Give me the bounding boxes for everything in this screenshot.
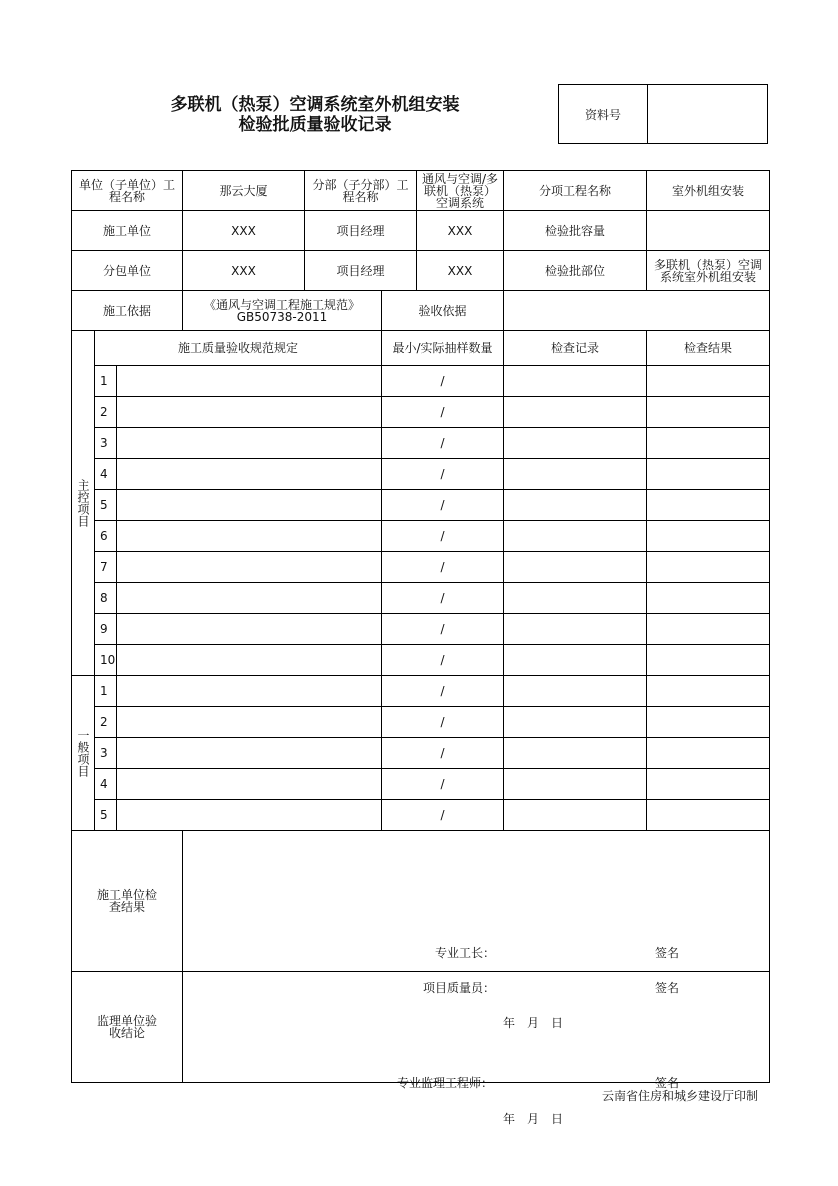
row-spec[interactable] [117, 800, 382, 831]
batch-capacity-label: 检验批容量 [504, 211, 647, 251]
row-record[interactable] [504, 428, 647, 459]
row-record[interactable] [504, 614, 647, 645]
row-record[interactable] [504, 397, 647, 428]
table-row [72, 521, 770, 552]
row-record[interactable] [504, 738, 647, 769]
table-row [72, 397, 770, 428]
supervision-check-label: 监理单位验收结论 [97, 1014, 158, 1040]
row-spec[interactable] [117, 583, 382, 614]
foreman-label: 专业工长： [435, 946, 496, 960]
row-sample[interactable]: / [382, 397, 504, 428]
supervision-check-label-cell [72, 972, 183, 1083]
row-record[interactable] [504, 800, 647, 831]
row-record[interactable] [504, 459, 647, 490]
row-result[interactable] [647, 800, 770, 831]
row-number: 5 [95, 800, 117, 831]
header-row-contractor [72, 211, 770, 251]
row-record[interactable] [504, 521, 647, 552]
row-result[interactable] [647, 707, 770, 738]
project-manager-label: 项目经理 [305, 211, 417, 251]
table-row [72, 676, 770, 707]
col-record: 检查记录 [504, 331, 647, 366]
row-result[interactable] [647, 738, 770, 769]
row-result[interactable] [647, 676, 770, 707]
subcontractor-label: 分包单位 [72, 251, 183, 291]
supervision-date[interactable]: 年 月 日 [503, 1112, 564, 1126]
project-manager-value[interactable]: XXX [417, 211, 504, 251]
unit-project-value[interactable]: 那云大厦 [183, 171, 305, 211]
table-row [72, 490, 770, 521]
row-record[interactable] [504, 366, 647, 397]
row-number: 1 [95, 676, 117, 707]
row-record[interactable] [504, 490, 647, 521]
header-row-subcontractor [72, 251, 770, 291]
row-number: 10 [95, 645, 117, 676]
row-result[interactable] [647, 769, 770, 800]
row-spec[interactable] [117, 366, 382, 397]
table-row [72, 459, 770, 490]
row-result[interactable] [647, 459, 770, 490]
foreman-sign[interactable]: 签名 [655, 946, 680, 960]
row-number: 7 [95, 552, 117, 583]
row-record[interactable] [504, 645, 647, 676]
table-row [72, 738, 770, 769]
column-header-row [72, 331, 770, 366]
acceptance-basis-value[interactable] [504, 291, 770, 331]
col-spec: 施工质量验收规范规定 [95, 331, 382, 366]
row-spec[interactable] [117, 769, 382, 800]
doc-number-label: 资料号 [559, 85, 648, 143]
row-sample[interactable]: / [382, 645, 504, 676]
row-result[interactable] [647, 490, 770, 521]
row-spec[interactable] [117, 459, 382, 490]
row-result[interactable] [647, 552, 770, 583]
row-record[interactable] [504, 583, 647, 614]
row-result[interactable] [647, 614, 770, 645]
sub-part-label: 分部（子分部）工程名称 [305, 171, 417, 211]
basis-label: 施工依据 [72, 291, 183, 331]
row-sample[interactable]: / [382, 583, 504, 614]
sub-item-value[interactable]: 室外机组安装 [647, 171, 770, 211]
doc-number-value[interactable] [648, 85, 767, 143]
batch-location-value[interactable]: 多联机（热泵）空调系统室外机组安装 [647, 251, 770, 291]
row-result[interactable] [647, 397, 770, 428]
row-result[interactable] [647, 366, 770, 397]
table-row [72, 583, 770, 614]
batch-location-label: 检验批部位 [504, 251, 647, 291]
row-sample[interactable]: / [382, 490, 504, 521]
row-spec[interactable] [117, 645, 382, 676]
qc-sign[interactable]: 签名 [655, 981, 680, 995]
row-number: 1 [95, 366, 117, 397]
row-sample[interactable]: / [382, 459, 504, 490]
row-spec[interactable] [117, 676, 382, 707]
row-result[interactable] [647, 645, 770, 676]
row-result[interactable] [647, 428, 770, 459]
row-number: 3 [95, 428, 117, 459]
general-group-label: 一般项目 [76, 729, 90, 777]
row-sample[interactable]: / [382, 769, 504, 800]
contractor-label: 施工单位 [72, 211, 183, 251]
subcontractor-value[interactable]: XXX [183, 251, 305, 291]
header-row-basis [72, 291, 770, 331]
row-spec[interactable] [117, 738, 382, 769]
row-number: 8 [95, 583, 117, 614]
project-manager2-label: 项目经理 [305, 251, 417, 291]
row-record[interactable] [504, 552, 647, 583]
row-number: 4 [95, 459, 117, 490]
row-result[interactable] [647, 521, 770, 552]
row-number: 5 [95, 490, 117, 521]
construction-check-label: 施工单位检查结果 [97, 888, 158, 914]
row-sample[interactable]: / [382, 707, 504, 738]
row-record[interactable] [504, 676, 647, 707]
qc-label: 项目质量员： [423, 981, 496, 995]
row-record[interactable] [504, 769, 647, 800]
main-group-label-cell [72, 331, 95, 676]
row-sample[interactable]: / [382, 800, 504, 831]
main-group-label: 主控项目 [76, 479, 90, 527]
table-row [72, 552, 770, 583]
table-row [72, 428, 770, 459]
construction-check-row [72, 831, 770, 972]
footer-printer: 云南省住房和城乡建设厅印制 [601, 1089, 758, 1103]
row-spec[interactable] [117, 552, 382, 583]
row-number: 3 [95, 738, 117, 769]
construction-check-label-cell [72, 831, 183, 972]
sub-part-value[interactable]: 通风与空调/多联机（热泵）空调系统 [417, 171, 504, 211]
header-row-project [72, 171, 770, 211]
doc-number-box [558, 84, 768, 144]
row-number: 4 [95, 769, 117, 800]
row-sample[interactable]: / [382, 521, 504, 552]
row-spec[interactable] [117, 428, 382, 459]
construction-check-area[interactable] [183, 831, 770, 1030]
row-number: 9 [95, 614, 117, 645]
row-result[interactable] [647, 583, 770, 614]
row-number: 2 [95, 397, 117, 428]
row-number: 2 [95, 707, 117, 738]
col-sample: 最小/实际抽样数量 [382, 331, 504, 366]
row-number: 6 [95, 521, 117, 552]
row-sample[interactable]: / [382, 738, 504, 769]
row-spec[interactable] [117, 397, 382, 428]
table-row [72, 800, 770, 831]
engineer-label: 专业监理工程师： [397, 1076, 494, 1090]
basis-value[interactable]: 《通风与空调工程施工规范》GB50738-2011 [183, 291, 382, 331]
batch-capacity-value[interactable] [647, 211, 770, 251]
table-row [72, 614, 770, 645]
acceptance-basis-label: 验收依据 [382, 291, 504, 331]
row-sample[interactable]: / [382, 676, 504, 707]
col-result: 检查结果 [647, 331, 770, 366]
row-sample[interactable]: / [382, 366, 504, 397]
project-manager2-value[interactable]: XXX [417, 251, 504, 291]
form-title-line2: 检验批质量验收记录 [238, 115, 392, 135]
general-group-label-cell [72, 676, 95, 831]
table-row [72, 366, 770, 397]
row-sample[interactable]: / [382, 428, 504, 459]
contractor-value[interactable]: XXX [183, 211, 305, 251]
row-sample[interactable]: / [382, 614, 504, 645]
row-record[interactable] [504, 707, 647, 738]
table-row [72, 707, 770, 738]
table-row [72, 769, 770, 800]
form-title-line1: 多联机（热泵）空调系统室外机组安装 [170, 95, 460, 115]
row-spec[interactable] [117, 490, 382, 521]
engineer-sign[interactable]: 签名 [655, 1076, 680, 1090]
row-sample[interactable]: / [382, 552, 504, 583]
table-row [72, 645, 770, 676]
row-spec[interactable] [117, 521, 382, 552]
row-spec[interactable] [117, 707, 382, 738]
construction-date[interactable]: 年 月 日 [503, 1016, 564, 1030]
sub-item-label: 分项工程名称 [504, 171, 647, 211]
unit-project-label: 单位（子单位）工程名称 [72, 171, 183, 211]
row-spec[interactable] [117, 614, 382, 645]
